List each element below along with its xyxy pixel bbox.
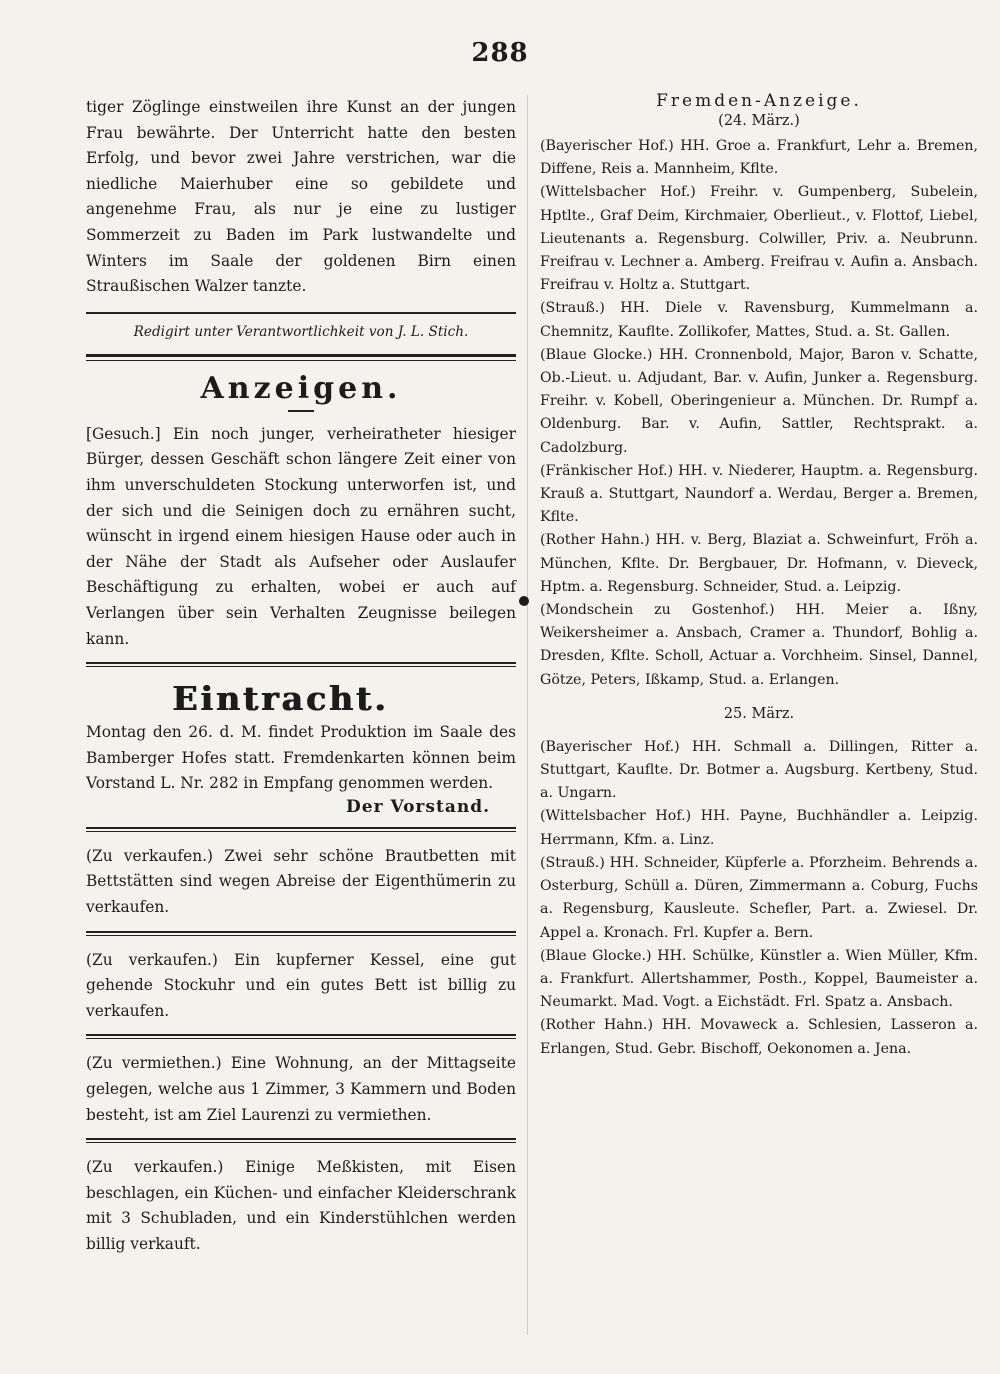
ad-brautbetten: (Zu verkaufen.) Zwei sehr schöne Brautbetten mit Bettstätten sind wegen Abreise der Eigenthümerin zu verkaufen. <box>86 846 516 917</box>
column-divider <box>527 95 528 1335</box>
rule <box>86 1138 516 1143</box>
guest-list-entry: (Rother Hahn.) HH. Movaweck a. Schlesien, Lasseron a. Erlangen, Stud. Gebr. Bischoff, Oekonomen a. Jena. <box>540 1017 978 1057</box>
guest-list-entry: (Rother Hahn.) HH. v. Berg, Blaziat a. Schweinfurt, Fröh a. München, Kflte. Dr. Bergbauer, Dr. Hofmann, v. Dieveck, Hptm. a. Regensburg. Schneider, Stud. a. Leipzig. <box>540 532 978 595</box>
guest-list-entry: (Fränkischer Hof.) HH. v. Niederer, Hauptm. a. Regensburg. Krauß a. Stuttgart, Naundorf a. Werdau, Berger a. Bremen, Kflte. <box>540 462 978 526</box>
guest-list-entry: (Wittelsbacher Hof.) Freihr. v. Gumpenberg, Subelein, Hptlte., Graf Deim, Kirchmaier, Oberlieut., v. Flottof, Liebel, Lieutenants a. Regensburg. Colwiller, Priv. a. Neubrunn. Freifrau v. Lechner a. Amberg. Freifrau v. Aufin a. Ansbach. Freifrau v. Holtz a. Stuttgart. <box>540 184 978 294</box>
guest-list-entry: (Bayerischer Hof.) HH. Groe a. Frankfurt, Lehr a. Bremen, Diffene, Reis a. Mannheim, Kflte. <box>540 138 978 178</box>
fremden-anzeige-heading: Fremden-Anzeige. <box>656 91 862 111</box>
guest-list-entry: (Blaue Glocke.) HH. Cronnenbold, Major, Baron v. Schatte, Ob.-Lieut. u. Adjudant, Bar. v. Aufin, Junker a. Regensburg. Freihr. v. Kobell, Oberingenieur a. München. Dr. Rumpf a. Oldenburg. Bar. v. Aufin, Sattler, Rechtsprakt. a. Cadolzburg. <box>540 346 978 456</box>
rule <box>86 662 516 667</box>
guest-list-entry: (Strauß.) HH. Diele v. Ravensburg, Kummelmann a. Chemnitz, Kauflte. Zollikofer, Mattes, Stud. a. St. Gallen. <box>540 300 978 340</box>
page-number: 288 <box>471 38 529 68</box>
date-25-maerz: 25. März. <box>723 705 795 722</box>
right-column <box>540 91 978 1061</box>
guest-list-entry: (Blaue Glocke.) HH. Schülke, Künstler a. Wien Müller, Kfm. a. Frankfurt. Allertshammer, Posth., Koppel, Baumeister a. Neumarkt. Mad. Vogt. a Eichstädt. Frl. Spatz a. Ansbach. <box>540 947 978 1011</box>
rule <box>86 827 516 832</box>
ad-messkisten: (Zu verkaufen.) Einige Meßkisten, mit Eisen beschlagen, ein Küchen- und einfacher Kleiderschrank mit 3 Schubladen, und ein Kinderstühlchen werden billig verkauft. <box>86 1158 516 1253</box>
eintracht-signature: Der Vorstand. <box>346 796 490 817</box>
left-column <box>86 95 516 1258</box>
guest-list-entry: (Mondschein zu Gostenhof.) HH. Meier a. Ißny, Weikersheimer a. Ansbach, Cramer a. Thundorf, Bohlig a. Dresden, Kflte. Scholl, Actuar a. Vorchheim. Sinsel, Dannel, Götze, Peters, Ißkamp, Stud. a. Erlangen. <box>540 602 978 688</box>
guest-list-entry: (Bayerischer Hof.) HH. Schmall a. Dillingen, Ritter a. Stuttgart, Kauflte. Dr. Botmer a. Augsburg. Kertbeny, Stud. a. Ungarn. <box>540 738 978 802</box>
short-rule <box>288 410 314 412</box>
eintracht-title: Eintracht. <box>172 679 389 719</box>
guest-list-entry: (Wittelsbacher Hof.) HH. Payne, Buchhändler a. Leipzig. Herrmann, Kfm. a. Linz. <box>540 808 978 848</box>
rule-heavy <box>86 354 516 361</box>
guest-list-entry: (Strauß.) HH. Schneider, Küpferle a. Pforzheim. Behrends a. Osterburg, Schüll a. Düren, Zimmermann a. Coburg, Fuchs a. Regensburg, Kausleute. Schefler, Part. a. Zwiesel. Dr. Appel a. Kronach. Frl. Kupfer a. Bern. <box>540 854 978 941</box>
rule <box>86 931 516 936</box>
editor-line: Redigirt unter Verantwortlichkeit von J. L. Stich. <box>133 323 469 340</box>
ad-gesuch: [Gesuch.] Ein noch junger, verheiratheter hiesiger Bürger, dessen Geschäft schon längere Zeit einer von ihm unverschuldeten Stockung unterworfen ist, und der sich und die Seinigen doch zu ernähren sucht, wünscht in irgend einem hiesigen Hause oder auch in der Nähe der Stadt als Aufseher oder Auslaufer Beschäftigung zu erhalten, wobei er auch auf Verlangen über sein Verhalten Zeugnisse beilegen kann. <box>86 424 516 648</box>
eintracht-notice: Montag den 26. d. M. findet Produktion im Saale des Bamberger Hofes statt. Fremdenkarten können beim Vorstand L. Nr. 282 in Empfang genommen werden. <box>86 723 516 793</box>
ad-kessel: (Zu verkaufen.) Ein kupferner Kessel, eine gut gehende Stockuhr und ein gutes Bett ist billig zu verkaufen. <box>86 950 516 1020</box>
rule <box>86 312 516 314</box>
ad-wohnung: (Zu vermiethen.) Eine Wohnung, an der Mittagseite gelegen, welche aus 1 Zimmer, 3 Kammern und Boden besteht, ist am Ziel Laurenzi zu vermiethen. <box>86 1054 516 1124</box>
date-24-maerz: (24. März.) <box>718 113 800 129</box>
section-title-anzeigen: Anzeigen. <box>200 370 402 406</box>
story-ending: tiger Zöglinge einstweilen ihre Kunst an der jungen Frau bewährte. Der Unterricht hatte den besten Erfolg, und bevor zwei Jahre verstrichen, war die niedliche Maierhuber eine so gebildete und angenehme Frau, als nur je eine zu lustiger Sommerzeit zu Baden im Park lustwandelte und Winters im Saale der goldenen Birn einen Straußischen Walzer tanzte. <box>86 98 516 296</box>
ink-blot <box>519 596 529 606</box>
rule <box>86 1034 516 1039</box>
